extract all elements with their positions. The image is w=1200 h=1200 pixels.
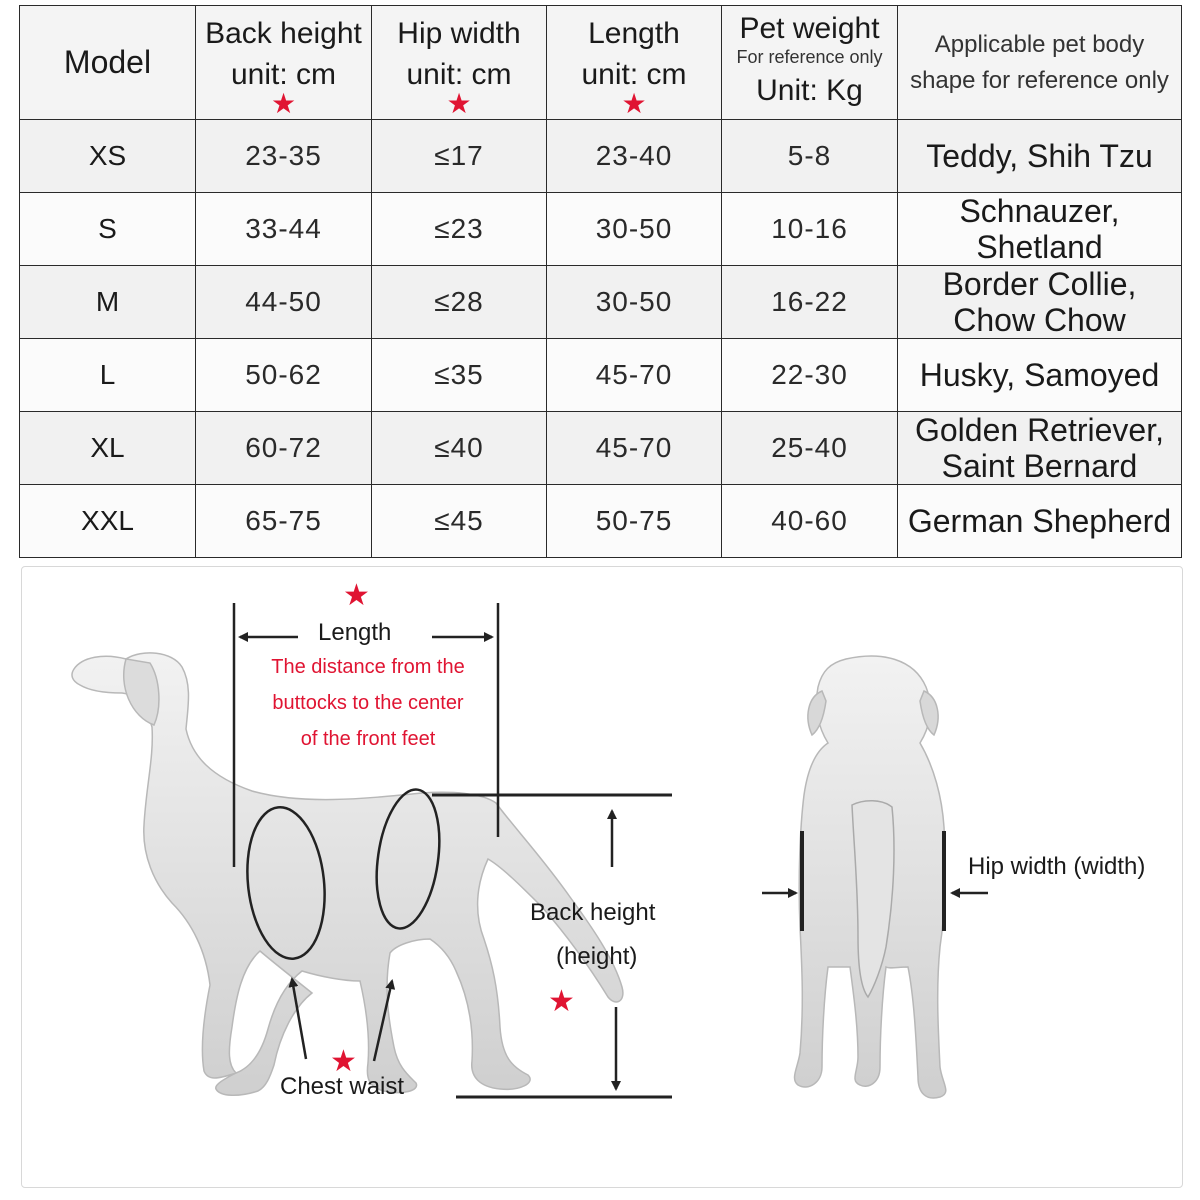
cell-back-height: 33-44 xyxy=(196,193,372,266)
cell-weight: 25-40 xyxy=(722,412,898,485)
header-back-height-title: Back height xyxy=(205,16,362,50)
length-label: Length xyxy=(318,619,392,646)
length-desc-line1: The distance from the xyxy=(271,656,465,678)
cell-back-height: 60-72 xyxy=(196,412,372,485)
cell-back-height: 23-35 xyxy=(196,120,372,193)
header-hip-width-title: Hip width xyxy=(397,16,521,50)
header-model: Model xyxy=(20,6,196,120)
chest-waist-label: Chest waist xyxy=(280,1073,405,1100)
cell-breed xyxy=(898,485,1182,558)
cell-breed xyxy=(898,120,1182,193)
star-icon: ★ xyxy=(621,87,647,119)
table-row xyxy=(20,339,1182,412)
cell-back-height: 65-75 xyxy=(196,485,372,558)
length-desc-line2: buttocks to the center xyxy=(272,692,464,714)
chest-star-icon: ★ xyxy=(330,1045,357,1078)
cell-length: 30-50 xyxy=(547,193,722,266)
cell-breed-line1: German Shepherd xyxy=(907,503,1172,539)
cell-length: 50-75 xyxy=(547,485,722,558)
cell-weight: 22-30 xyxy=(722,339,898,412)
header-pet-weight-title: Pet weight xyxy=(739,11,880,45)
cell-breed-line2: Chow Chow xyxy=(953,302,1126,338)
header-length-title: Length xyxy=(588,16,680,50)
cell-breed xyxy=(898,266,1182,339)
cell-breed xyxy=(898,412,1182,485)
length-star-icon: ★ xyxy=(343,579,370,612)
cell-length: 45-70 xyxy=(547,412,722,485)
cell-model: M xyxy=(20,266,196,339)
cell-breed-line1: Husky, Samoyed xyxy=(919,357,1160,393)
cell-breed xyxy=(898,193,1182,266)
dog-rear-view xyxy=(795,656,946,1098)
cell-hip-width: ≤45 xyxy=(372,485,547,558)
table-row xyxy=(20,193,1182,266)
header-applicable-line1: Applicable pet body xyxy=(934,30,1145,58)
header-pet-weight-note: For reference only xyxy=(736,46,883,67)
cell-hip-width: ≤35 xyxy=(372,339,547,412)
header-hip-width-unit: unit: cm xyxy=(406,57,512,91)
header-back-height-unit: unit: cm xyxy=(230,57,337,91)
header-applicable-line2: shape for reference only xyxy=(910,66,1169,94)
cell-weight: 40-60 xyxy=(722,485,898,558)
cell-length: 23-40 xyxy=(547,120,722,193)
length-desc-line3: of the front feet xyxy=(300,728,436,750)
header-applicable-body xyxy=(898,6,1182,120)
header-hip-width xyxy=(372,6,547,120)
cell-breed-line1: Schnauzer, xyxy=(959,193,1120,229)
cell-back-height: 44-50 xyxy=(196,266,372,339)
header-pet-weight-unit: Unit: Kg xyxy=(756,73,863,107)
header-pet-weight xyxy=(722,6,898,120)
hip-width-label: Hip width (width) xyxy=(968,853,1146,880)
cell-breed xyxy=(898,339,1182,412)
header-back-height xyxy=(196,6,372,120)
header-length-unit: unit: cm xyxy=(581,57,687,91)
cell-model: XXL xyxy=(20,485,196,558)
cell-weight: 16-22 xyxy=(722,266,898,339)
cell-model: XL xyxy=(20,412,196,485)
cell-breed-line2: Shetland xyxy=(976,229,1103,265)
cell-model: XS xyxy=(20,120,196,193)
cell-hip-width: ≤17 xyxy=(372,120,547,193)
cell-breed-line2: Saint Bernard xyxy=(941,448,1138,484)
table-row xyxy=(20,485,1182,558)
cell-length: 30-50 xyxy=(547,266,722,339)
cell-weight: 5-8 xyxy=(722,120,898,193)
back-height-label: Back height xyxy=(530,899,656,926)
back-height-star-icon: ★ xyxy=(548,985,575,1018)
cell-length: 45-70 xyxy=(547,339,722,412)
header-length xyxy=(547,6,722,120)
cell-back-height: 50-62 xyxy=(196,339,372,412)
table-row xyxy=(20,412,1182,485)
cell-model: L xyxy=(20,339,196,412)
star-icon: ★ xyxy=(270,87,297,119)
cell-hip-width: ≤40 xyxy=(372,412,547,485)
table-row xyxy=(20,266,1182,339)
cell-hip-width: ≤23 xyxy=(372,193,547,266)
cell-weight: 10-16 xyxy=(722,193,898,266)
cell-model: S xyxy=(20,193,196,266)
cell-breed-line1: Teddy, Shih Tzu xyxy=(926,138,1153,174)
cell-breed-line1: Golden Retriever, xyxy=(914,412,1164,448)
star-icon: ★ xyxy=(446,87,472,119)
back-height-sublabel: (height) xyxy=(556,943,638,970)
cell-breed-line1: Border Collie, xyxy=(942,266,1137,302)
measurement-diagram xyxy=(21,566,1183,1188)
cell-hip-width: ≤28 xyxy=(372,266,547,339)
length-description xyxy=(248,649,488,757)
table-row xyxy=(20,120,1182,193)
table-header-row xyxy=(20,6,1182,120)
size-chart-table xyxy=(19,5,1182,558)
